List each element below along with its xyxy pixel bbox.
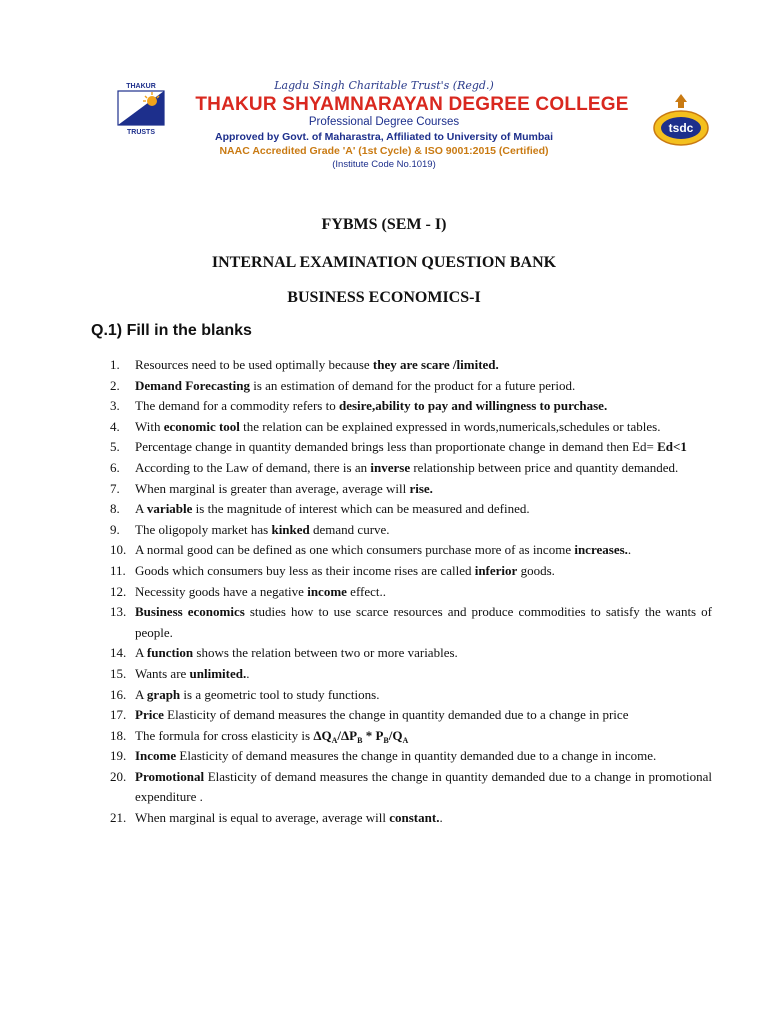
cross-elasticity-formula bbox=[313, 728, 408, 743]
item-text: A bbox=[135, 645, 147, 661]
approval-line: Approved by Govt. of Maharastra, Affiliated to University of Mumbai bbox=[215, 131, 553, 143]
list-item bbox=[110, 396, 712, 417]
list-item bbox=[110, 705, 712, 726]
answer-text: inverse bbox=[370, 459, 411, 475]
item-number: 10. bbox=[110, 542, 127, 558]
list-item bbox=[110, 808, 712, 829]
item-number: 3. bbox=[110, 398, 120, 414]
list-item bbox=[110, 561, 712, 582]
list-item bbox=[110, 664, 712, 685]
list-item bbox=[110, 499, 712, 520]
item-text: A normal good can be defined as one which consumers purchase more of as income bbox=[135, 542, 575, 558]
item-text: relationship between price and quantity demanded. bbox=[410, 459, 679, 475]
formula-part: A bbox=[402, 735, 409, 745]
item-number: 20. bbox=[110, 768, 127, 784]
formula-part: A bbox=[331, 735, 338, 745]
answer-text: income bbox=[307, 583, 347, 599]
formula-part: /ΔP bbox=[337, 727, 358, 743]
list-item bbox=[110, 643, 712, 664]
list-item bbox=[110, 726, 712, 747]
item-text: . bbox=[627, 542, 632, 558]
question-list bbox=[110, 355, 712, 829]
list-item bbox=[110, 746, 712, 767]
item-number: 13. bbox=[110, 604, 127, 620]
letterhead bbox=[0, 70, 768, 180]
item-text: The oligopoly market has bbox=[135, 521, 272, 537]
item-text: Resources need to be used optimally because bbox=[135, 357, 373, 372]
item-number: 6. bbox=[110, 459, 120, 475]
item-text: A bbox=[135, 686, 147, 702]
tsdc-logo bbox=[648, 92, 714, 148]
item-number: 19. bbox=[110, 748, 127, 764]
item-text: When marginal is greater than average, average will bbox=[135, 480, 410, 496]
item-number: 18. bbox=[110, 727, 127, 743]
item-text: shows the relation between two or more variables. bbox=[193, 645, 458, 661]
list-item bbox=[110, 355, 712, 376]
item-text: Goods which consumers buy less as their income rises are called bbox=[135, 562, 475, 578]
item-text: is an estimation of demand for the product for a future period. bbox=[249, 377, 576, 393]
item-text: The demand for a commodity refers to bbox=[135, 398, 339, 414]
list-item bbox=[110, 685, 712, 706]
item-number: 14. bbox=[110, 645, 127, 661]
list-item bbox=[110, 417, 712, 438]
answer-text: they are scare /limited. bbox=[372, 357, 499, 372]
item-number: 16. bbox=[110, 686, 127, 702]
item-number: 17. bbox=[110, 707, 127, 723]
section-heading: Q.1) Fill in the blanks bbox=[91, 322, 252, 339]
item-text: the relation can be explained expressed in words,numericals,schedules or tables. bbox=[239, 418, 661, 434]
item-text: . bbox=[439, 810, 443, 826]
answer-text: Business economics bbox=[135, 604, 245, 620]
item-number: 21. bbox=[110, 810, 127, 826]
formula-part: ΔQ bbox=[313, 727, 332, 743]
item-text: Necessity goods have a negative bbox=[135, 583, 308, 599]
answer-text: Ed<1 bbox=[657, 439, 687, 455]
answer-text: graph bbox=[146, 686, 181, 702]
answer-text: function bbox=[146, 645, 194, 661]
answer-text: kinked bbox=[271, 521, 310, 537]
subject-title: BUSINESS ECONOMICS-I bbox=[287, 289, 481, 306]
item-text: The formula for cross elasticity is bbox=[135, 727, 314, 743]
list-item bbox=[110, 458, 712, 479]
item-text: effect.. bbox=[346, 583, 387, 599]
answer-text: economic tool bbox=[163, 418, 240, 434]
item-text: Percentage change in quantity demanded brings less than proportionate change in demand then Ed= bbox=[135, 439, 658, 455]
answer-text: increases. bbox=[574, 542, 628, 558]
answer-text: Price bbox=[135, 707, 164, 723]
item-number: 1. bbox=[110, 357, 120, 372]
logo-top-text: THAKUR bbox=[126, 83, 156, 90]
formula-part: B bbox=[383, 735, 389, 745]
item-text: studies how to use scarce resources and produce commodities to satisfy the wants of people. bbox=[135, 604, 712, 640]
list-item bbox=[110, 479, 712, 500]
item-number: 7. bbox=[110, 480, 120, 496]
formula-part: * P bbox=[362, 727, 384, 743]
item-number: 2. bbox=[110, 377, 120, 393]
course-title: FYBMS (SEM - I) bbox=[321, 216, 447, 233]
tsdc-logo-text: tsdc bbox=[668, 121, 694, 135]
item-number: 9. bbox=[110, 521, 120, 537]
trust-line: Lagdu Singh Charitable Trust's (Regd.) bbox=[274, 79, 494, 92]
item-text: is a geometric tool to study functions. bbox=[180, 686, 380, 702]
item-text: Wants are bbox=[135, 665, 190, 681]
item-text: A bbox=[135, 501, 147, 517]
exam-title: INTERNAL EXAMINATION QUESTION BANK bbox=[211, 254, 557, 271]
item-text: goods. bbox=[517, 562, 555, 578]
item-text: According to the Law of demand, there is an bbox=[135, 459, 371, 475]
answer-text: rise. bbox=[409, 480, 433, 496]
item-text: Elasticity of demand measures the change in quantity demanded due to a change in income. bbox=[176, 748, 657, 764]
list-item bbox=[110, 437, 712, 458]
item-text: With bbox=[135, 418, 164, 434]
answer-text: Income bbox=[135, 748, 177, 764]
item-number: 11. bbox=[110, 562, 126, 578]
item-number: 12. bbox=[110, 583, 127, 599]
college-name: THAKUR SHYAMNARAYAN DEGREE COLLEGE bbox=[195, 94, 629, 115]
list-item bbox=[110, 540, 712, 561]
item-text: Elasticity of demand measures the change in quantity demanded due to a change in promotional expenditure . bbox=[135, 768, 712, 805]
answer-text: constant. bbox=[389, 810, 440, 826]
formula-part: /Q bbox=[388, 727, 403, 743]
list-item bbox=[110, 602, 712, 643]
subtitle: Professional Degree Courses bbox=[308, 116, 460, 128]
institute-code: (Institute Code No.1019) bbox=[332, 159, 436, 170]
item-number: 5. bbox=[110, 439, 120, 455]
item-text: Elasticity of demand measures the change in quantity demanded due to a change in price bbox=[163, 707, 629, 723]
item-text: demand curve. bbox=[309, 521, 390, 537]
naac-line: NAAC Accredited Grade 'A' (1st Cycle) & ISO 9001:2015 (Certified) bbox=[219, 145, 549, 157]
answer-text: inferior bbox=[474, 562, 518, 578]
answer-text: variable bbox=[146, 501, 193, 517]
list-item bbox=[110, 767, 712, 808]
logo-bottom-text: TRUSTS bbox=[127, 129, 155, 136]
list-item bbox=[110, 582, 712, 603]
item-number: 8. bbox=[110, 501, 120, 517]
answer-text: desire,ability to pay and willingness to purchase. bbox=[338, 398, 608, 414]
item-number: 15. bbox=[110, 665, 127, 681]
item-text: When marginal is equal to average, average will bbox=[135, 810, 390, 826]
item-text: is the magnitude of interest which can be measured and defined. bbox=[192, 501, 530, 517]
item-text: . bbox=[246, 665, 250, 681]
answer-text: Promotional bbox=[135, 768, 205, 784]
list-item bbox=[110, 520, 712, 541]
item-number: 4. bbox=[110, 418, 120, 434]
answer-text: unlimited. bbox=[189, 665, 247, 681]
formula-part: B bbox=[357, 735, 363, 745]
list-item bbox=[110, 376, 712, 397]
answer-text: Demand Forecasting bbox=[135, 377, 250, 393]
